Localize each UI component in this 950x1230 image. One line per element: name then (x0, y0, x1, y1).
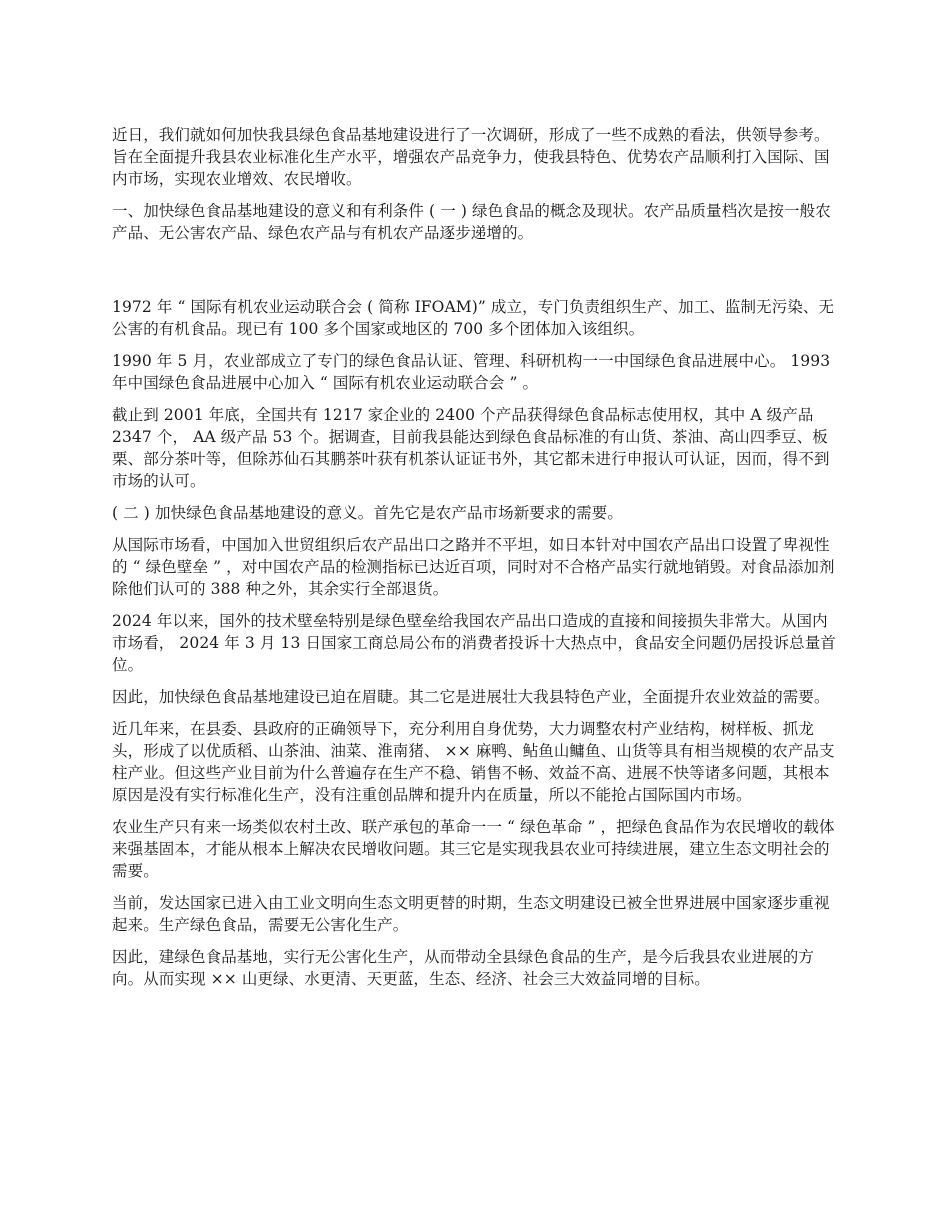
paragraph-intro: 近日，我们就如何加快我县绿色食品基地建设进行了一次调研，形成了一些不成熟的看法，供领导参考。旨在全面提升我县农业标准化生产水平，增强农产品竞争力，使我县特色、优势农产品顺利打入国际、国内市场，实现农业增效、农民增收。 (112, 126, 830, 188)
paragraph-section-two: ( 二 ) 加快绿色食品基地建设的意义。首先它是农产品市场新要求的需要。 (112, 504, 623, 522)
paragraph-2024: 2024 年以来，国外的技术壁垒特别是绿色壁垒给我国农产品出口造成的直接和间接损失非常大。从国内市场看， 2024 年 3 月 13 日国家工商总局公布的消费者投诉十大热点中，食品安全问题仍居投诉总量首位。 (112, 612, 836, 674)
paragraph-urgency: 因此，加快绿色食品基地建设已迫在眉睫。其二它是进展壮大我县特色产业，全面提升农业效益的需要。 (112, 688, 830, 706)
paragraph-conclusion: 因此，建绿色食品基地，实行无公害化生产，从而带动全县绿色食品的生产，是今后我县农业进展的方向。从而实现 ×× 山更绿、水更清、天更蓝，生态、经济、社会三大效益同增的目标。 (112, 948, 815, 988)
paragraph-1990: 1990 年 5 月，农业部成立了专门的绿色食品认证、管理、科研机构一一中国绿色食品进展中心。 1993 年中国绿色食品进展中心加入 “ 国际有机农业运动联合会 ” 。 (112, 352, 831, 392)
paragraph-ifoam: 1972 年 “ 国际有机农业运动联合会 ( 简称 IFOAM)” 成立，专门负责组织生产、加工、监制无污染、无公害的有机食品。现已有 100 多个国家或地区的 700 多个团体加入该组织。 (112, 298, 835, 338)
paragraph-ecological: 当前，发达国家已进入由工业文明向生态文明更替的时期，生态文明建设已被全世界进展中国家逐步重视起来。生产绿色食品，需要无公害化生产。 (112, 894, 830, 934)
document-body (112, 124, 842, 1000)
paragraph-2001: 截止到 2001 年底，全国共有 1217 家企业的 2400 个产品获得绿色食品标志使用权，其中 A 级产品 2347 个， AA 级产品 53 个。据调查，目前我县能达到绿色食品标准的有山货、茶油、高山四季豆、板栗、部分茶叶等，但除苏仙石其鹏茶叶获有机茶认证证书外，其它都未进行申报认可认证，因而，得不到市场的认可。 (112, 406, 830, 490)
paragraph-green-revolution: 农业生产只有来一场类似农村土改、联产承包的革命一一 “ 绿色革命 ” ，把绿色食品作为农民增收的载体来强基固本，才能从根本上解决农民增收问题。其三它是实现我县农业可持续进展，建立生态文明社会的需要。 (112, 818, 835, 880)
paragraph-section-one: 一、加快绿色食品基地建设的意义和有利条件 ( 一 ) 绿色食品的概念及现状。农产品质量档次是按一般农产品、无公害农产品、绿色农产品与有机农产品逐步递增的。 (112, 202, 831, 242)
paragraph-recent-years: 近几年来，在县委、县政府的正确领导下，充分利用自身优势，大力调整农村产业结构，树样板、抓龙头，形成了以优质稻、山茶油、油菜、淮南猪、 ×× 麻鸭、鲇鱼山鳙鱼、山货等具有相当规模的农产品支柱产业。但这些产业目前为什么普遍存在生产不稳、销售不畅、效益不高、进展不快等诸多问题，其根本原因是没有实行标准化生产，没有注重创品牌和提升内在质量，所以不能抢占国际国内市场。 (112, 720, 835, 804)
paragraph-international-market: 从国际市场看，中国加入世贸组织后农产品出口之路并不平坦，如日本针对中国农产品出口设置了卑视性的 “ 绿色壁垒 ” ，对中国农产品的检测指标已达近百项，同时对不合格产品实行就地销毁。对食品添加剂除他们认可的 388 种之外，其余实行全部退货。 (112, 536, 835, 598)
